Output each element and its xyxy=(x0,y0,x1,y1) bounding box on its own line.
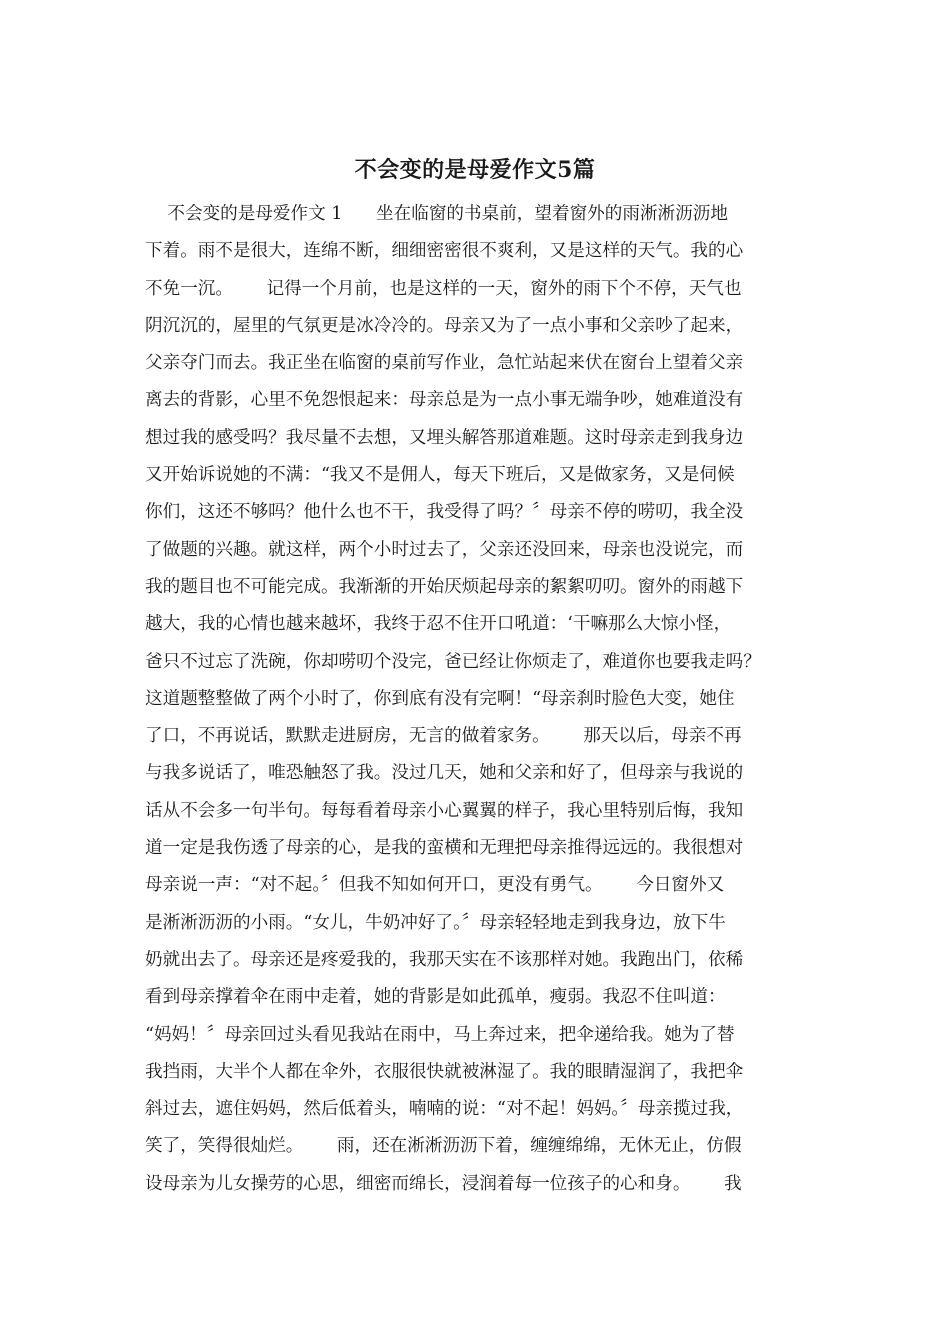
text-line: 话从不会多一句半句。每每看着母亲小心翼翼的样子，我心里特别后悔，我知 xyxy=(145,800,744,821)
text-line: 想过我的感受吗？我尽量不去想，又埋头解答那道难题。这时母亲走到我身边 xyxy=(145,427,744,448)
text-line: “妈妈！〞母亲回过头看见我站在雨中，马上奔过来，把伞递给我。她为了替 xyxy=(145,1024,735,1045)
text-line: 看到母亲撑着伞在雨中走着，她的背影是如此孤单，瘦弱。我忍不住叫道： xyxy=(145,987,726,1008)
document-title: 不会变的是母爱作文5篇 xyxy=(354,157,596,183)
text-line: 与我多说话了，唯恐触怒了我。没过几天，她和父亲和好了，但母亲与我说的 xyxy=(145,763,744,784)
document-body xyxy=(145,196,825,1203)
text-line: 我挡雨，大半个人都在伞外，衣服很快就被淋湿了。我的眼睛湿润了，我把伞 xyxy=(145,1061,744,1082)
text-line: 这道题整整做了两个小时了，你到底有没有完啊！“母亲刹时脸色大变，她住 xyxy=(145,688,735,709)
text-line: 斜过去，遮住妈妈，然后低着头，喃喃的说：“对不起！妈妈。〞母亲揽过我， xyxy=(145,1099,744,1120)
text-line: 离去的背影，心里不免怨恨起来：母亲总是为一点小事无端争吵，她难道没有 xyxy=(145,390,744,411)
text-line: 阴沉沉的，屋里的气氛更是冰冷冷的。母亲又为了一点小事和父亲吵了起来， xyxy=(145,315,744,336)
text-line: 爸只不过忘了洗碗，你却唠叨个没完，爸已经让你烦走了，难道你也要我走吗？ xyxy=(145,651,761,672)
text-line: 道一定是我伤透了母亲的心，是我的蛮横和无理把母亲推得远远的。我很想对 xyxy=(145,838,744,859)
text-line: 你们，这还不够吗？他什么也不干，我受得了吗？〞母亲不停的唠叨，我全没 xyxy=(145,502,744,523)
text-line: 不会变的是母爱作文 1 坐在临窗的书桌前，望着窗外的雨淅淅沥沥地 xyxy=(145,204,728,224)
text-line: 奶就出去了。母亲还是疼爱我的，我那天实在不该那样对她。我跑出门，依稀 xyxy=(145,949,744,970)
text-line: 不免一沉。 记得一个月前，也是这样的一天，窗外的雨下个不停，天气也 xyxy=(145,278,742,299)
text-line: 越大，我的心情也越来越坏，我终于忍不住开口吼道：‘干嘛那么大惊小怪， xyxy=(145,614,732,635)
text-line: 母亲说一声：“对不起。〞但我不知如何开口，更没有勇气。 今日窗外又 xyxy=(145,875,725,896)
text-line: 下着。雨不是很大，连绵不断，细细密密很不爽利，又是这样的天气。我的心 xyxy=(145,241,744,262)
text-line: 我的题目也不可能完成。我渐渐的开始厌烦起母亲的絮絮叨叨。窗外的雨越下 xyxy=(145,576,744,597)
text-line: 设母亲为儿女操劳的心思，细密而绵长，浸润着每一位孩子的心和身。 我 xyxy=(145,1173,742,1194)
text-line: 笑了，笑得很灿烂。 雨，还在淅淅沥沥下着，缠缠绵绵，无休无止，仿假 xyxy=(145,1136,742,1157)
text-line: 又开始诉说她的不满：“我又不是佣人，每天下班后，又是做家务，又是伺候 xyxy=(145,465,735,486)
text-line: 父亲夺门而去。我正坐在临窗的桌前写作业，急忙站起来伏在窗台上望着父亲 xyxy=(145,353,744,374)
text-line: 了口，不再说话，默默走进厨房，无言的做着家务。 那天以后，母亲不再 xyxy=(145,726,742,747)
text-line: 了做题的兴趣。就这样，两个小时过去了，父亲还没回来，母亲也没说完，而 xyxy=(145,539,744,560)
text-line: 是淅淅沥沥的小雨。“女儿，牛奶冲好了。〞母亲轻轻地走到我身边，放下牛 xyxy=(145,912,726,933)
